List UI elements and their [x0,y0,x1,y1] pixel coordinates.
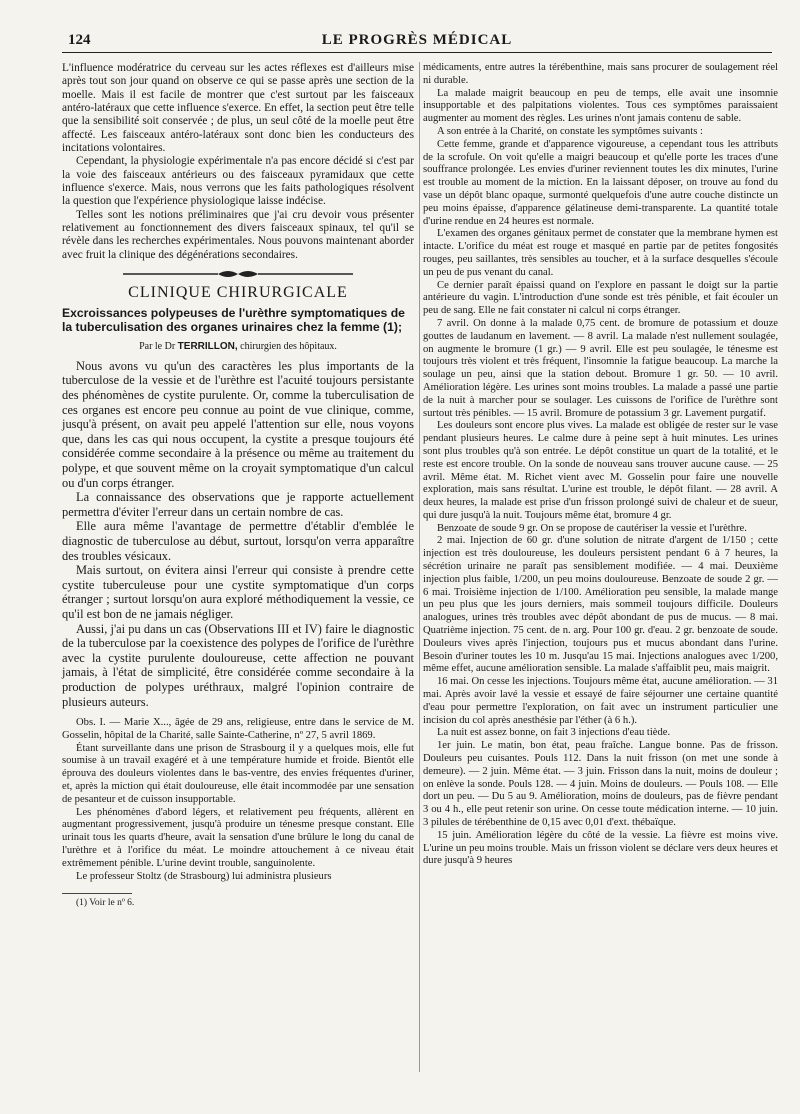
intro-paragraph-3: Telles sont les notions préliminaires que j'ai cru devoir vous présenter relativement au fonctionnement des divers faisceaux spinaux, tel qu'il se révèle dans les recherches expérimentales. Nous pouvons maintenant aborder avec fruit la clinique des dégénérations secondaires. [62,208,414,261]
intro-paragraph-2: Cependant, la physiologie expérimentale n'a pas encore décidé si c'est par la voie des faisceaux antérieurs ou des faisceaux pyramidaux que cette influence s'exerce. Mais, nous verrons que les faits pathologiques résolvent la question que l'expérience physiologique laisse indécise. [62,155,414,208]
right-paragraph-11: 16 mai. On cesse les injections. Toujours même état, aucune amélioration. — 31 mai. Après avoir lavé la vessie et essayé de faire séjourner une certaine quantité d'eau pour permettre l'exploration, on fait avec un instrument particulier une incision du col après anesthésie par l'éther (à 6 h.). [423,676,778,726]
journal-title: LE PROGRÈS MÉDICAL [321,32,513,48]
article-paragraph-4: Mais surtout, on évitera ainsi l'erreur qui consiste à prendre cette cystite tuberculeuse pour une cystite symptomatique d'un corps étranger ; surtout lorsqu'on aura exploré méthodiquement la vessie, ce qu'il est bon de ne jamais négliger. [62,563,414,621]
observation-paragraph-2: Étant surveillante dans une prison de Strasbourg il y a quelques mois, elle fut soumise à un travail exagéré et à une température humide et froide. Bientôt elle éprouva des douleurs violentes dans le bas-ventre, des envies fréquentes d'uriner, et, après la miction qui était douloureuse, elle était incommodée par une sensation de pesanteur et de cuisson insupportable. [62,742,414,805]
right-column [423,62,778,868]
page-header [62,30,772,53]
byline-author: TERRILLON, [177,340,238,352]
right-paragraph-4: Cette femme, grande et d'apparence vigoureuse, a cependant tous les attributs de la scrofule. On voit qu'elle a maigri beaucoup et qu'elle porte les traces d'une souffrance prolongée. Les envies d'uriner reviennent toutes les dix minutes, l'urine est trouble au moment de la miction. En la laissant déposer, on trouve au fond du vase un dépôt blanc opaque, surmonté quelquefois d'une autre couche distincte un peu moins épaisse, d'apparence gélatineuse demi-transparente. La quantité totale d'urine rendue en 24 heures est normale. [423,138,778,227]
observation-paragraph-1: Obs. I. — Marie X..., âgée de 29 ans, religieuse, entre dans le service de M. Gosselin, hôpital de la Charité, salle Sainte-Catherine, nº 27, 5 avril 1869. [62,717,414,741]
right-paragraph-5: L'examen des organes génitaux permet de constater que la membrane hymen est intacte. L'orifice du méat est rouge et masqué en partie par de petites fongosités rouges, peu saillantes, très sensibles au toucher, et à la surface desquelles s'écoule un peu de pus venant du canal. [423,228,778,278]
right-paragraph-3: A son entrée à la Charité, on constate les symptômes suivants : [437,125,703,137]
right-paragraph-14: 15 juin. Amélioration légère du côté de la vessie. La fièvre est moins vive. L'urine un peu moins trouble. Mais un frisson violent se déclare vers deux heures et dure jusqu'à 9 heures [423,829,778,867]
byline-prefix: Par le Dr [139,340,176,352]
article-title: Excroissances polypeuses de l'urèthre symptomatiques de la tuberculisation des organes urinaires chez la femme (1); [62,305,405,334]
byline-suffix: chirurgien des hôpitaux. [240,340,337,352]
right-paragraph-10: 2 mai. Injection de 60 gr. d'une solution de nitrate d'argent de 1/150 ; cette injection est très douloureuse, les douleurs persistent pendant 6 à 7 heures, la sécrétion urinaire ne paraît pas sensiblement modifiée. — 4 mai. Deuxième injection plus faible, 1/200, un peu moins douloureuse. Benzoate de soude 2 gr. — 6 mai. Troisième injection de 1/100. Amélioration peu sensible, la malade mange un peu plus que les jours derniers, mais sommeil toujours difficile. Douleurs analogues, urines très troubles avec dépôt abondant de pus de mucus. — 8 mai. Quatrième injection. 75 cent. de n. arg. Pour 100 gr. d'eau. 2 gr. benzoate de soude. Douleurs vives après l'injection, toujours pus et mucus abondant dans l'urine. Besoin d'uriner toutes les 10 m. Jusqu'au 15 mai. Injections analogues avec 1/200, même effet, aucune amélioration sensible. La malade s'affaiblit peu, mais maigrit. [423,535,778,675]
observation-paragraph-4: Le professeur Stoltz (de Strasbourg) lui administra plusieurs [76,870,332,882]
footnote-rule [62,893,132,894]
right-paragraph-1: médicaments, entre autres la térébenthine, mais sans procurer de soulagement réel ni durable. [423,62,778,86]
right-paragraph-9: Benzoate de soude 9 gr. On se propose de cautériser la vessie et l'urèthre. [437,522,747,534]
footnote: (1) Voir le nº 6. [76,898,135,909]
article-paragraph-5: Aussi, j'ai pu dans un cas (Observations III et IV) faire le diagnostic de la tuberculose par la coexistence des polypes de l'orifice de l'urèthre avec la cystite purulente douloureuse, cette affection ne pouvant jamais, à l'état de simplicité, être considérée comme secondaire à la production de polypes uréthraux, malgré l'opinion contraire de plusieurs auteurs. [62,621,414,709]
right-paragraph-2: La malade maigrit beaucoup en peu de temps, elle avait une insomnie insupportable et des palpitations violentes. Tous ces symptômes paraissaient augmenter au moment des règles. Les urines n'ont jamais contenu de sable. [423,87,778,125]
ornamental-divider [62,268,414,282]
intro-paragraph-1: L'influence modératrice du cerveau sur les actes réflexes est d'ailleurs mise après tout son jour quand on observe ce qui se passe après une section de la moelle. Mais il est facile de montrer que c'est surtout par les faisceaux antéro-latéraux que cette influence s'exerce. En effet, la section peut être telle que la sensibilité soit conservée ; de plus, un seul côté de la moelle peut être affecté. Les faisceaux antéro-latéraux sont donc bien les conducteurs des incitations volontaires. [62,62,414,155]
left-column [62,62,414,911]
byline [62,340,414,353]
right-paragraph-8: Les douleurs sont encore plus vives. La malade est obligée de rester sur le vase pendant plusieurs heures. Le calme dure à peine sept à huit minutes. Les urines sont plus troubles qu'à son entrée. Le dépôt constitue un quart de la totalité, et le reste est encore trouble. On la sonde de nouveau sans trouver aucune cause. — 25 avril. Même état. M. Richet vient avec M. Gosselin pour faire une nouvelle exploration, mais sans résultat. L'urine est trouble, le dépôt filant. — 28 avril. A deux heures, la malade est prise d'un frisson prolongé suivi de chaleur et de sueur, qui dure jusqu'à la nuit. Toujours même état, bromure 4 gr. [423,420,778,521]
right-paragraph-7: 7 avril. On donne à la malade 0,75 cent. de bromure de potassium et douze gouttes de laudanum en lavement. — 8 avril. La malade n'est nullement soulagée, on augmente le bromure (1 gr.) — 9 avril. Elle est peu soulagée, le ténesme est toujours très violent et très fréquent, l'insomnie la fatigue beaucoup. La marche la soulage un peu, ainsi que la station debout. Bromure 1 gr. 50. — 10 avril. Amélioration légère. Les urines sont moins troubles. La malade a passé une partie de la nuit à marcher pour se soulager. Les cuissons de l'orifice de l'urèthre sont surtout très pénibles. — 15 avril. Bromure de potassium 3 gr. Lavement purgatif. [423,317,778,419]
column-divider [419,62,420,1072]
observation-paragraph-3: Les phénomènes d'abord légers, et relativement peu fréquents, allèrent en augmentant progressivement, jusqu'à produire un ténesme presque constant. Elle urinait tous les quarts d'heure, avait la sensation d'une brûlure le long du canal de l'urèthre et à l'orifice du méat. Le moindre attouchement à ce niveau était extrêmement pénible. L'urine devint trouble, sanguinolente. [62,806,414,869]
right-paragraph-6: Ce dernier paraît épaissi quand on l'explore en passant le doigt sur la partie antérieure du vagin. L'introduction d'une sonde est très pénible, et fait écouler un peu de sang. Elle ne fait constater ni calcul ni corps étranger. [423,279,778,317]
article-paragraph-1: Nous avons vu qu'un des caractères les plus importants de la tuberculose de la vessie et de l'urèthre est l'acuité toujours persistante des phénomènes de cystite purulente. Or, comme la tuberculisation de ces organes est encore peu connue au point de vue clinique, comme, jusqu'à présent, on avait peu appelé l'attention sur elle, nous voyons que, dans les cas qui nous occupent, la cystite a presque toujours été considérée comme secondaire à la présence ou même au traitement du polype, et que souvent même on la croyait symptomatique d'un calcul ou d'un corps étranger. [62,358,414,490]
page-number: 124 [68,32,91,48]
article-paragraph-3: Elle aura même l'avantage de permettre d'établir d'emblée le diagnostic de tuberculose au début, surtout, lorsqu'on verra apparaître des troubles vésicaux. [62,519,414,563]
section-heading: CLINIQUE CHIRURGICALE [128,284,348,302]
right-paragraph-13: 1er juin. Le matin, bon état, peau fraîche. Langue bonne. Pas de frisson. Douleurs peu cuisantes. Pouls 112. Dans la nuit frisson (on met une sonde à demeure). — 2 juin. Même état. — 3 juin. Frisson dans la nuit, moins de douleur ; on enlève la sonde. Pouls 128. — 4 juin. Moins de douleurs. — Pouls 108. — Elle dort un peu. — Du 5 au 9. Amélioration, moins de douleurs, pas de fièvre pendant 3 ou 4 h., elle peut retenir son urine. On cesse toute médication interne. — 10 juin. 3 pilules de térébenthine de 0,15 avec 0,01 d'ext. thébaïque. [423,740,778,829]
right-paragraph-12: La nuit est assez bonne, on fait 3 injections d'eau tiède. [437,727,671,739]
article-paragraph-2: La connaissance des observations que je rapporte actuellement permettra d'éviter l'erreur dans un certain nombre de cas. [62,490,414,519]
